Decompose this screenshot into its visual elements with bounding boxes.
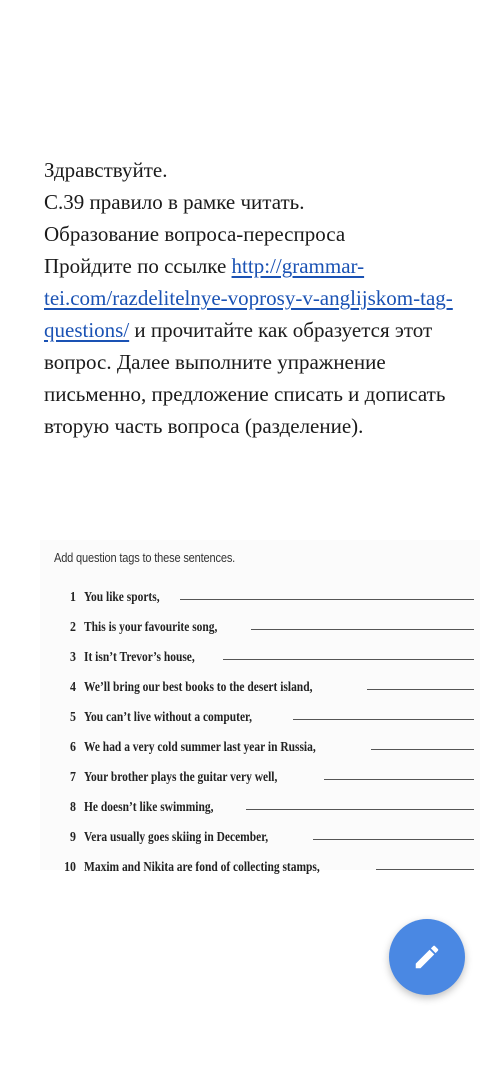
answer-line — [324, 779, 474, 780]
list-item — [54, 846, 474, 876]
list-item — [54, 666, 474, 696]
item-number: 5 — [70, 710, 76, 725]
edit-button[interactable] — [389, 919, 465, 995]
item-sentence: You can’t live without a computer, — [84, 710, 252, 725]
list-item — [54, 786, 474, 816]
list-item — [54, 726, 474, 756]
answer-line — [246, 809, 474, 810]
answer-line — [376, 869, 474, 870]
item-number: 2 — [70, 620, 76, 635]
list-item — [54, 576, 474, 606]
answer-line — [371, 749, 474, 750]
item-sentence: You like sports, — [84, 590, 160, 605]
item-sentence: Your brother plays the guitar very well, — [84, 770, 278, 785]
item-number: 9 — [70, 830, 76, 845]
item-sentence: He doesn’t like swimming, — [84, 800, 214, 815]
message-body — [44, 154, 464, 442]
answer-line — [313, 839, 474, 840]
rule-line-2: Образование вопроса-переспроса — [44, 222, 346, 246]
rule-line-1: С.39 правило в рамке читать. — [44, 190, 305, 214]
list-item — [54, 816, 474, 846]
instruction-text — [44, 250, 464, 442]
item-number: 10 — [64, 860, 76, 875]
answer-line — [251, 629, 474, 630]
grammar-link[interactable]: http://grammar-tei.com/razdelitelnye-voprosy-v-anglijskom-tag-questions/ — [44, 254, 453, 342]
exercise-image — [40, 540, 480, 875]
rule-text — [44, 186, 464, 250]
list-item — [54, 636, 474, 666]
instruction-suffix: и прочитайте как образуется этот вопрос. Далее выполните упражнение письменно, предложение списать и дописать вторую часть вопроса (разделение). — [44, 318, 446, 438]
item-sentence: Maxim and Nikita are fond of collecting stamps, — [84, 860, 320, 875]
item-number: 6 — [70, 740, 76, 755]
pencil-icon — [412, 942, 442, 972]
item-number: 1 — [70, 590, 76, 605]
instruction-prefix: Пройдите по ссылке — [44, 254, 232, 278]
exercise-list — [54, 576, 474, 876]
item-number: 8 — [70, 800, 76, 815]
item-number: 3 — [70, 650, 76, 665]
greeting-text: Здравствуйте. — [44, 158, 168, 182]
item-sentence: It isn’t Trevor’s house, — [84, 650, 195, 665]
item-sentence: We had a very cold summer last year in Russia, — [84, 740, 316, 755]
answer-line — [223, 659, 474, 660]
list-item — [54, 696, 474, 726]
answer-line — [367, 689, 474, 690]
list-item — [54, 756, 474, 786]
item-sentence: This is your favourite song, — [84, 620, 218, 635]
item-sentence: We’ll bring our best books to the desert island, — [84, 680, 313, 695]
item-sentence: Vera usually goes skiing in December, — [84, 830, 269, 845]
answer-line — [180, 599, 474, 600]
item-number: 4 — [70, 680, 76, 695]
list-item — [54, 606, 474, 636]
item-number: 7 — [70, 770, 76, 785]
answer-line — [293, 719, 474, 720]
exercise-heading: Add question tags to these sentences. — [54, 550, 236, 565]
